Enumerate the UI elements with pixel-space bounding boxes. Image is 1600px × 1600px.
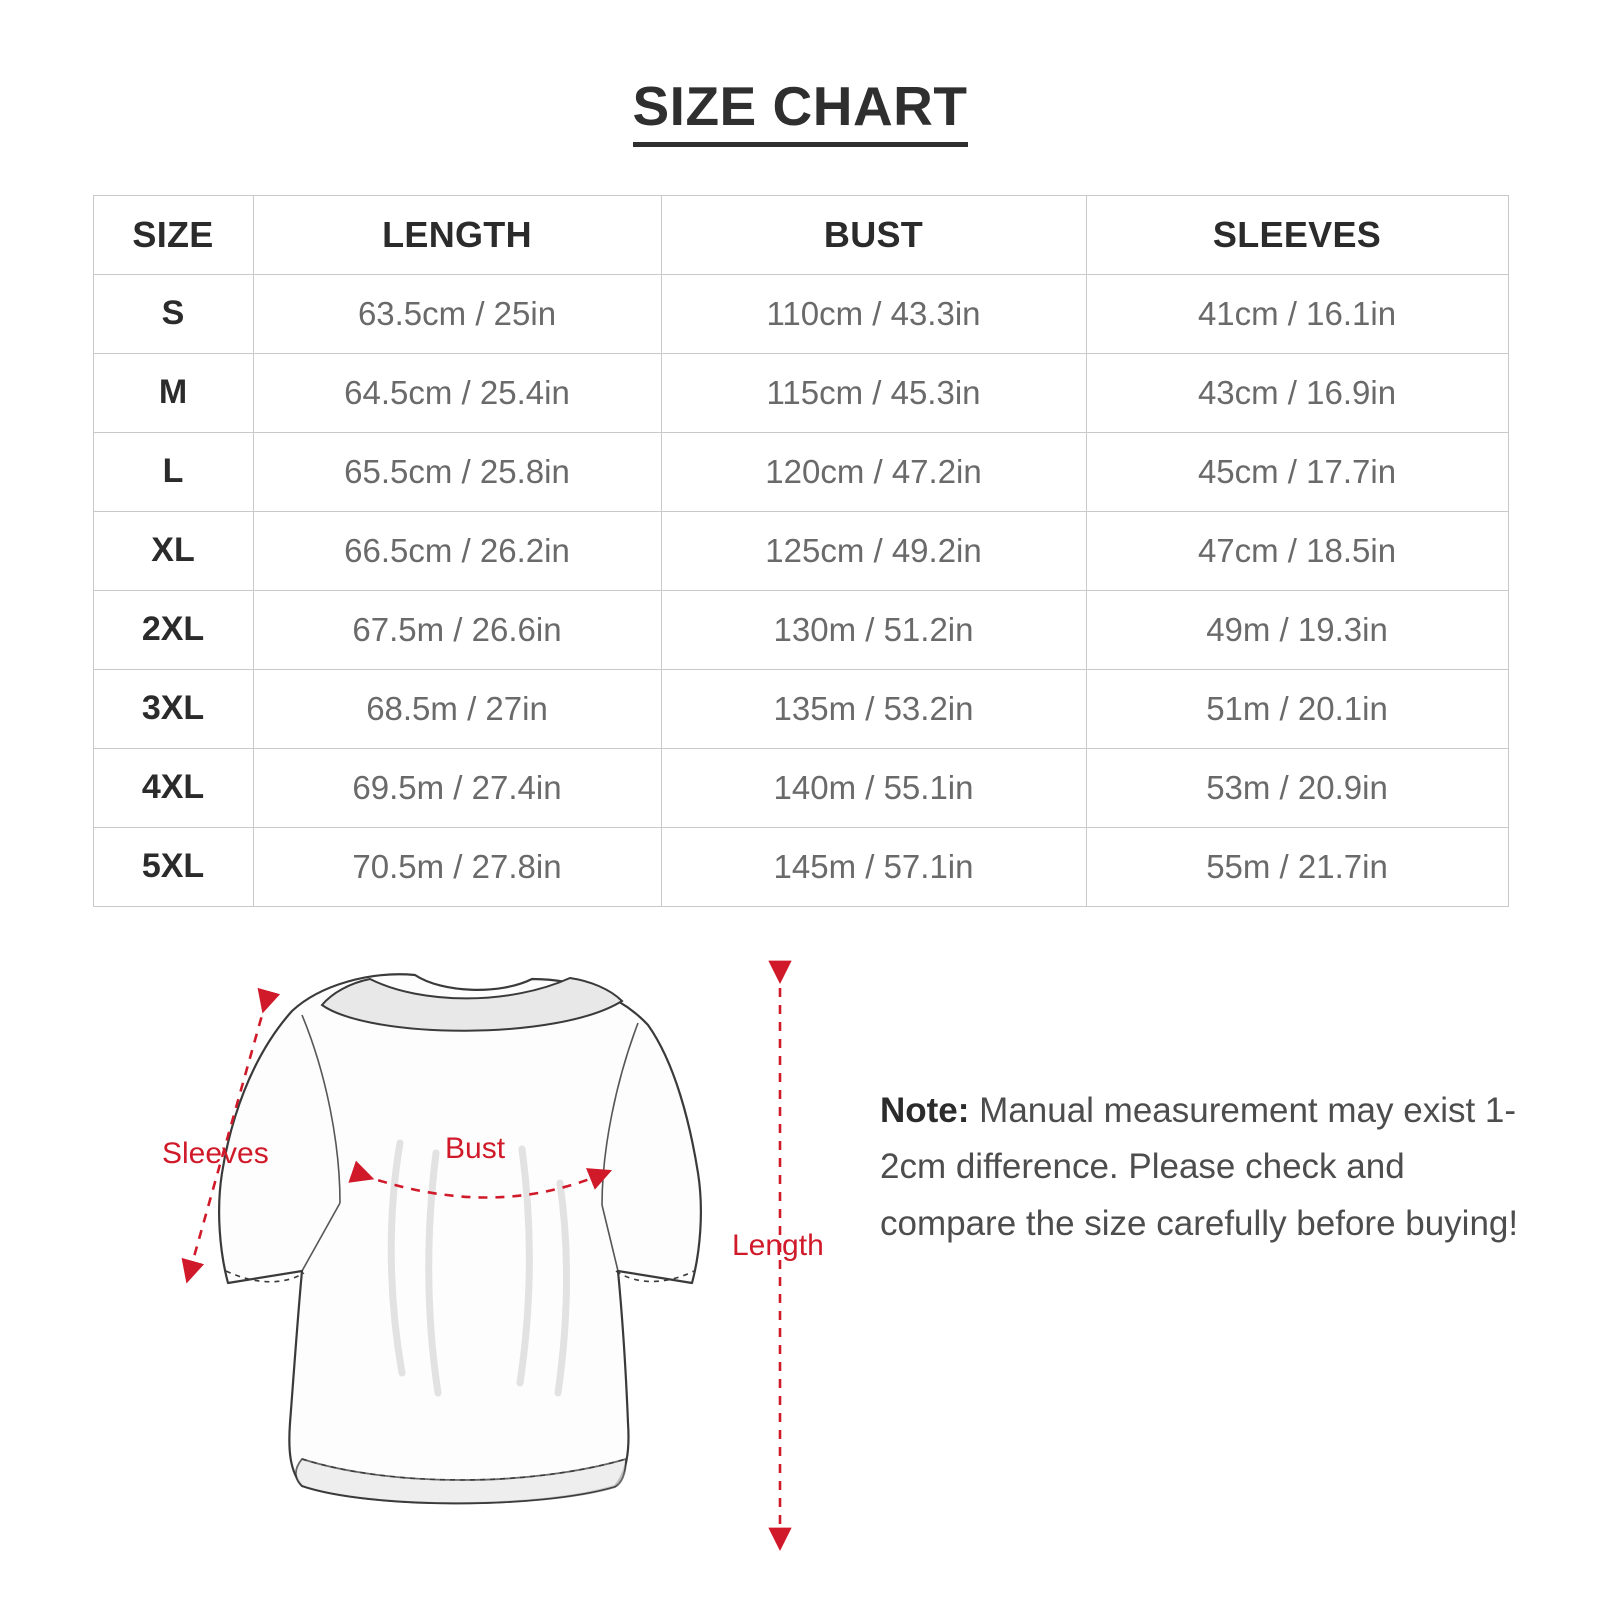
cell-length: 68.5m / 27in [253, 669, 661, 748]
garment-diagram-svg [70, 953, 860, 1578]
table-header [93, 195, 1508, 274]
cell-size: L [93, 432, 253, 511]
cell-size: XL [93, 511, 253, 590]
cell-sleeves: 49m / 19.3in [1086, 590, 1508, 669]
cell-bust: 140m / 55.1in [661, 748, 1086, 827]
cell-sleeves: 47cm / 18.5in [1086, 511, 1508, 590]
note-text: Manual measurement may exist 1-2cm difference. Please check and compare the size carefully before buying! [880, 1090, 1519, 1244]
cell-bust: 145m / 57.1in [661, 827, 1086, 906]
cell-sleeves: 45cm / 17.7in [1086, 432, 1508, 511]
cell-size: 4XL [93, 748, 253, 827]
title-container [0, 0, 1600, 147]
sleeves-label: Sleeves [162, 1136, 269, 1170]
table-row [93, 590, 1508, 669]
cell-bust: 115cm / 45.3in [661, 353, 1086, 432]
cell-length: 66.5cm / 26.2in [253, 511, 661, 590]
table-row [93, 669, 1508, 748]
note-label: Note: [880, 1090, 970, 1130]
cell-sleeves: 41cm / 16.1in [1086, 274, 1508, 353]
table-body [93, 274, 1508, 906]
table-row [93, 827, 1508, 906]
column-header-length: LENGTH [253, 195, 661, 274]
column-header-bust: BUST [661, 195, 1086, 274]
bust-label: Bust [445, 1131, 506, 1165]
length-label: Length [732, 1228, 824, 1262]
table-row [93, 432, 1508, 511]
table-row [93, 274, 1508, 353]
cell-size: 5XL [93, 827, 253, 906]
garment-shape [219, 974, 701, 1503]
cell-sleeves: 55m / 21.7in [1086, 827, 1508, 906]
cell-length: 70.5m / 27.8in [253, 827, 661, 906]
cell-size: 3XL [93, 669, 253, 748]
garment-illustration [70, 953, 860, 1578]
cell-length: 65.5cm / 25.8in [253, 432, 661, 511]
cell-bust: 130m / 51.2in [661, 590, 1086, 669]
table-header-row [93, 195, 1508, 274]
note-block [880, 1083, 1520, 1253]
table-row [93, 748, 1508, 827]
page-title: SIZE CHART [633, 78, 968, 147]
cell-size: S [93, 274, 253, 353]
bottom-section [0, 953, 1600, 1593]
size-table-container [93, 195, 1508, 907]
cell-bust: 110cm / 43.3in [661, 274, 1086, 353]
cell-length: 69.5m / 27.4in [253, 748, 661, 827]
cell-size: 2XL [93, 590, 253, 669]
cell-length: 63.5cm / 25in [253, 274, 661, 353]
cell-bust: 120cm / 47.2in [661, 432, 1086, 511]
table-row [93, 511, 1508, 590]
cell-bust: 135m / 53.2in [661, 669, 1086, 748]
cell-sleeves: 53m / 20.9in [1086, 748, 1508, 827]
size-table [93, 195, 1509, 907]
column-header-sleeves: SLEEVES [1086, 195, 1508, 274]
cell-sleeves: 43cm / 16.9in [1086, 353, 1508, 432]
table-row [93, 353, 1508, 432]
cell-bust: 125cm / 49.2in [661, 511, 1086, 590]
cell-sleeves: 51m / 20.1in [1086, 669, 1508, 748]
column-header-size: SIZE [93, 195, 253, 274]
cell-length: 64.5cm / 25.4in [253, 353, 661, 432]
cell-length: 67.5m / 26.6in [253, 590, 661, 669]
cell-size: M [93, 353, 253, 432]
